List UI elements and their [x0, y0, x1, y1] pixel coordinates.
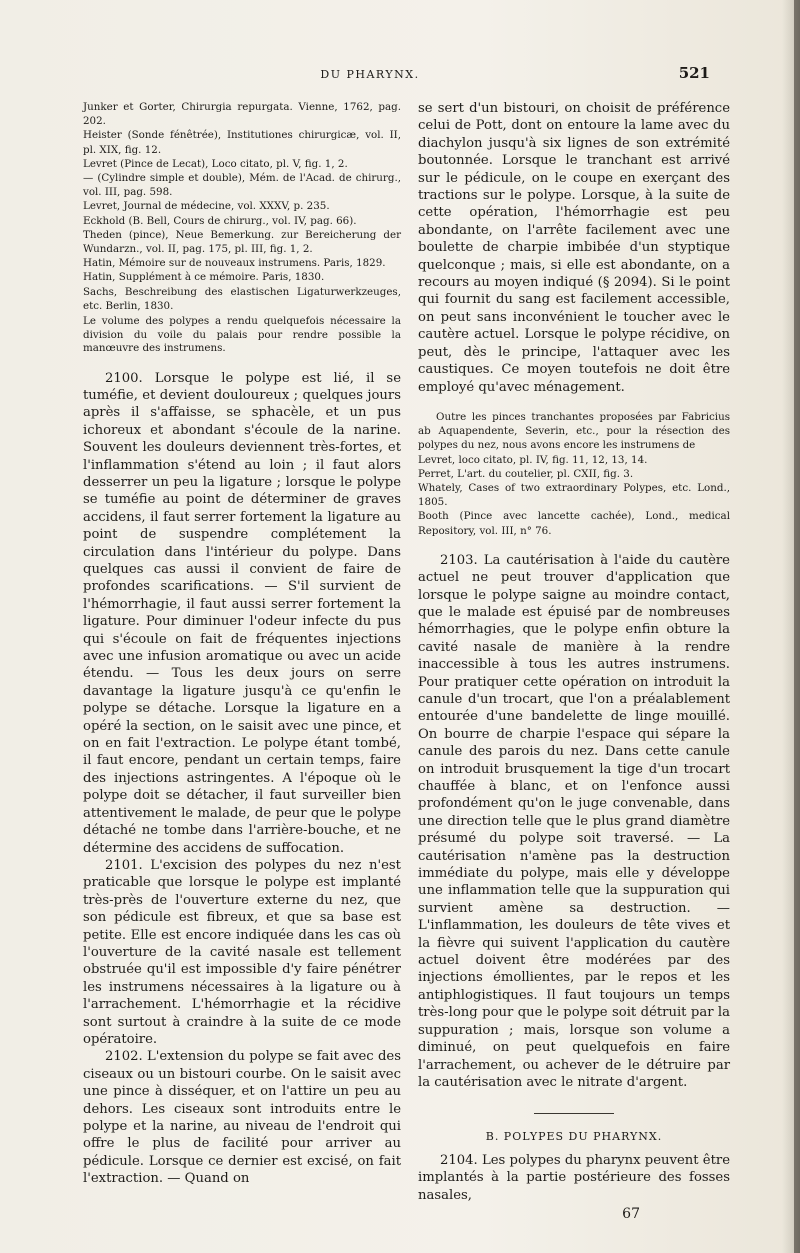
paragraph-2103: 2103. La cautérisation à l'aide du cautère actuel ne peut trouver d'application que lorsque le polype saigne au moindre contact, que le malade est épuisé par de nombreuses hémorrhagies, que le polype enfin obture la cavité nasale de manière à la rendre inaccessible à tous les autres instrumens. Pour pratiquer cette opération on introduit la canule d'un trocart, que l'on a préalablement entourée d'une bandelette de linge mouillé. On bourre de charpie l'espace qui sépare la canule des parois du nez. Dans cette canule on introduit brusquement la tige d'un trocart chauffée à blanc, et on l'enfonce aussi profondément qu'on le juge convenable, dans une direction telle que le plus grand diamètre présumé du polype soit traversé. — La cautérisation n'amène pas la destruction immédiate du polype, mais elle y développe une inflammation telle que la suppuration qui survient amène sa destruction. — L'inflammation, les douleurs de tête vives et la fièvre qui suivent l'application du cautère actuel doivent être modérées par des injections émollientes, par le repos et les antiphlogistiques. Il faut toujours un temps très-long pour que le polype soit détruit par la suppuration ; mais, lorsque son volume a diminué, on peut quelquefois en faire l'arrachement, ou achever de le détruire par la cautérisation avec le nitrate d'argent. — [418, 552, 730, 1090]
page-number: 521 — [678, 64, 710, 82]
reference-line: Levret, loco citato, pl. IV, fig. 11, 12, 13, 14. — [418, 453, 648, 466]
reference-line: Levret, Journal de médecine, vol. XXXV, p. 235. — [83, 200, 330, 213]
paragraph-continued: se sert d'un bistouri, on choisit de préférence celui de Pott, dont on entoure la lame avec du diachylon jusqu'à six lignes de son extrémité boutonnée. Lorsque le tranchant est arrivé sur le pédicule, on le coupe en exerçant des tractions sur le polype. Lorsque, à la suite de cette opération, l'hémorrhagie est peu abondante, on l'arrête facilement avec une boulette de charpie imbibée d'un styptique quelconque ; mais, si elle est abondante, on a recours au moyen indiqué (§ 2094). Si le point qui fournit du sang est facilement accessible, on peut sans inconvénient le toucher avec le cautère actuel. Lorsque le polype récidive, on peut, dès le principe, l'attaquer avec les caustiques. Ce moyen toutefois ne doit être employé qu'avec ménagement. — [418, 101, 730, 395]
right-column — [418, 100, 730, 1223]
reference-line: Theden (pince), Neue Bemerkung. zur Bereicherung der Wundarzn., vol. II, pag. 175, pl. III, fig. 1, 2. — [83, 228, 401, 256]
paragraph-2101: 2101. L'excision des polypes du nez n'est praticable que lorsque le polype est implanté très-près de l'ouverture externe du nez, que son pédicule est fibreux, et que sa base est petite. Elle est encore indiquée dans les cas où l'ouverture de la cavité nasale est tellement obstruée qu'il est impossible d'y faire pénétrer les instrumens nécessaires à la ligature ou à l'arrachement. L'hémorrhagie et la récidive sont surtout à craindre à la suite de ce mode opératoire. — [83, 857, 401, 1047]
reference-line: Sachs, Beschreibung des elastischen Ligaturwerkzeuges, etc. Berlin, 1830. — [83, 285, 401, 312]
reference-line: Booth (Pince avec lancette cachée), Lond., medical Repository, vol. III, n° 76. — [418, 510, 730, 537]
running-head — [0, 64, 800, 86]
reference-line: Perret, L'art. du coutelier, pl. CXII, fig. 3. — [418, 467, 634, 480]
paragraph-2100: 2100. Lorsque le polype est lié, il se tuméfie, et devient douloureux ; quelques jours après il s'affaisse, se sphacèle, et un pus ichoreux et abondant s'écoule de la narine. Souvent les douleurs deviennent très-fortes, et l'inflammation s'étend au loin ; il faut alors desserrer un peu la ligature ; lorsque le polype se tuméfie au point de déterminer de graves accidens, il faut serrer fortement la ligature au point de suspendre complétement la circulation dans l'intérieur du polype. Dans quelques cas aussi il convient de faire de profondes scarifications. — S'il survient de l'hémorrhagie, il faut aussi serrer fortement la ligature. Pour diminuer l'odeur infecte du pus qui s'écoule on fait de fréquentes injections avec une infusion aromatique ou avec un acide étendu. — Tous les deux jours on serre davantage la ligature jusqu'à ce qu'enfin le polype se détache. Lorsque la ligature en a opéré la section, on le saisit avec une pince, et on en fait l'extraction. Le polype étant tombé, il faut encore, pendant un certain temps, faire des injections astringentes. A l'époque où le polype doit se détacher, il faut surveiller bien attentivement le malade, de peur que le polype détaché ne tombe dans l'arrière-bouche, et ne détermine des accidens de suffocation. — [83, 370, 401, 856]
signature-mark: 67 — [622, 1205, 640, 1222]
running-title: DU PHARYNX. — [320, 68, 420, 81]
section-heading: B. POLYPES DU PHARYNX. — [485, 1130, 663, 1144]
reference-line: Heister (Sonde fénêtrée), Institutiones chirurgicæ, vol. II, pl. XIX, fig. 12. — [83, 129, 401, 156]
page-edge — [794, 0, 800, 1253]
paragraph-2104: 2104. Les polypes du pharynx peuvent être implantés à la partie postérieure des fosses nasales, — [418, 1152, 730, 1203]
footnote-text: Le volume des polypes a rendu quelquefois nécessaire la division du voile du palais pour rendre possible la manœuvre des instrumens. — [83, 315, 401, 355]
reference-line: Junker et Gorter, Chirurgia repurgata. Vienne, 1762, pag. 202. — [83, 101, 401, 128]
reference-line: Levret (Pince de Lecat), Loco citato, pl. V, fig. 1, 2. — [83, 157, 348, 170]
left-column — [83, 100, 401, 1188]
reference-line: Hatin, Mémoire sur de nouveaux instrumens. Paris, 1829. — [83, 257, 386, 270]
reference-line: Whately, Cases of two extraordinary Polypes, etc. Lond., 1805. — [418, 481, 730, 509]
footnote-text: Outre les pinces tranchantes proposées par Fabricius ab Aquapendente, Severin, etc., pour la résection des polypes du nez, nous avons encore les instrumens de — [418, 410, 730, 452]
reference-line: — (Cylindre simple et double), Mém. de l'Acad. de chirurg., vol. III, pag. 598. — [83, 172, 401, 199]
reference-line: Eckhold (B. Bell, Cours de chirurg., vol. IV, pag. 66). — [83, 214, 357, 227]
reference-line: Hatin, Supplément à ce mémoire. Paris, 1830. — [83, 271, 325, 284]
section-divider — [534, 1113, 614, 1114]
paragraph-2102: 2102. L'extension du polype se fait avec des ciseaux ou un bistouri courbe. On le saisit avec une pince à disséquer, et on l'attire un peu au dehors. Les ciseaux sont introduits entre le polype et la narine, au niveau de l'endroit qui offre le plus de facilité pour arriver au pédicule. Lorsque ce dernier est excisé, on fait l'extraction. — Quand on — [83, 1049, 401, 1187]
